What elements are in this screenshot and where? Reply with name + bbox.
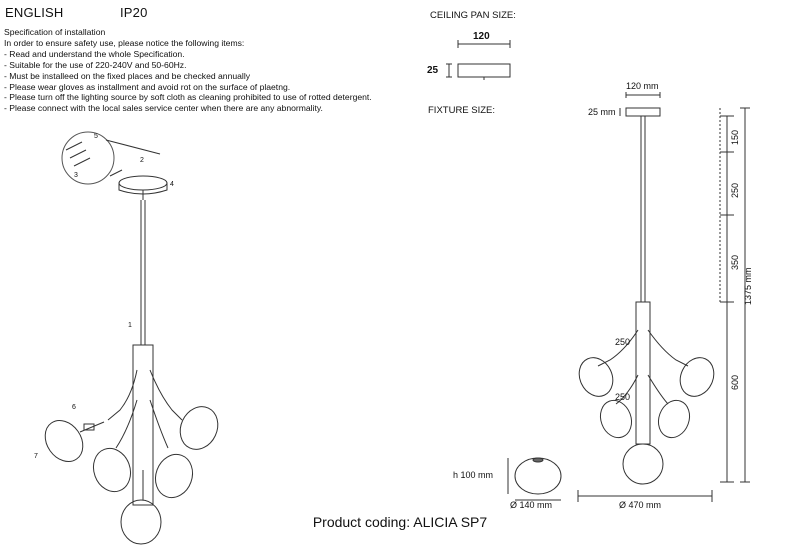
ceiling-pan-drawing [446, 40, 510, 80]
fixture-drawing [573, 92, 750, 502]
shade-height-label: h 100 mm [453, 470, 494, 480]
pan-width-label: 120 [473, 31, 490, 42]
ip-rating: IP20 [120, 5, 148, 20]
installation-drawing [37, 132, 224, 544]
spec-line: - Must be installeed on the fixed places and be checked annually [4, 70, 251, 81]
step-marker: 3 [74, 172, 78, 179]
step-marker: 1 [128, 322, 132, 329]
ceiling-pan-label: CEILING PAN SIZE: [430, 10, 516, 21]
step-marker: 7 [34, 453, 38, 460]
spec-line: - Read and understand the whole Specification. [4, 48, 185, 59]
canopy-width-label: 120 mm [626, 81, 659, 91]
segment-label: 350 [730, 254, 740, 270]
spec-line: - Please turn off the lighting source by soft cloth as cleaning prohibited to use of rotted detergent. [4, 92, 372, 103]
segment-label: 600 [730, 374, 740, 390]
shade-drawing [508, 458, 561, 500]
fixture-size-label: FIXTURE SIZE: [428, 105, 496, 116]
spec-line: - Please wear gloves as installment and avoid rot on the surface of plaetng. [4, 81, 291, 92]
step-marker: 5 [94, 133, 98, 140]
arm-length-lower-label: 250 [615, 392, 631, 402]
fixture-diameter-label: Ø 470 mm [619, 500, 662, 510]
pan-height-label: 25 [427, 65, 439, 76]
language-label: ENGLISH [5, 5, 64, 20]
specification-title: Specification of installation [4, 27, 106, 37]
spec-line: In order to ensure safety use, please notice the following items: [4, 37, 245, 48]
total-height-label: 1375 mm [743, 267, 753, 305]
segment-label: 150 [730, 129, 740, 145]
step-marker: 4 [170, 181, 174, 188]
canopy-height-label: 25 mm [588, 107, 616, 117]
spec-line: - Suitable for the use of 220-240V and 50-60Hz. [4, 59, 187, 70]
arm-length-upper-label: 250 [615, 337, 631, 347]
step-marker: 2 [140, 157, 144, 164]
shade-diameter-label: Ø 140 mm [510, 500, 553, 510]
spec-line: - Please connect with the local sales service center when there are any abnormality. [4, 103, 323, 114]
product-coding: Product coding: ALICIA SP7 [312, 514, 488, 530]
step-marker: 6 [72, 404, 76, 411]
segment-label: 250 [730, 182, 740, 198]
